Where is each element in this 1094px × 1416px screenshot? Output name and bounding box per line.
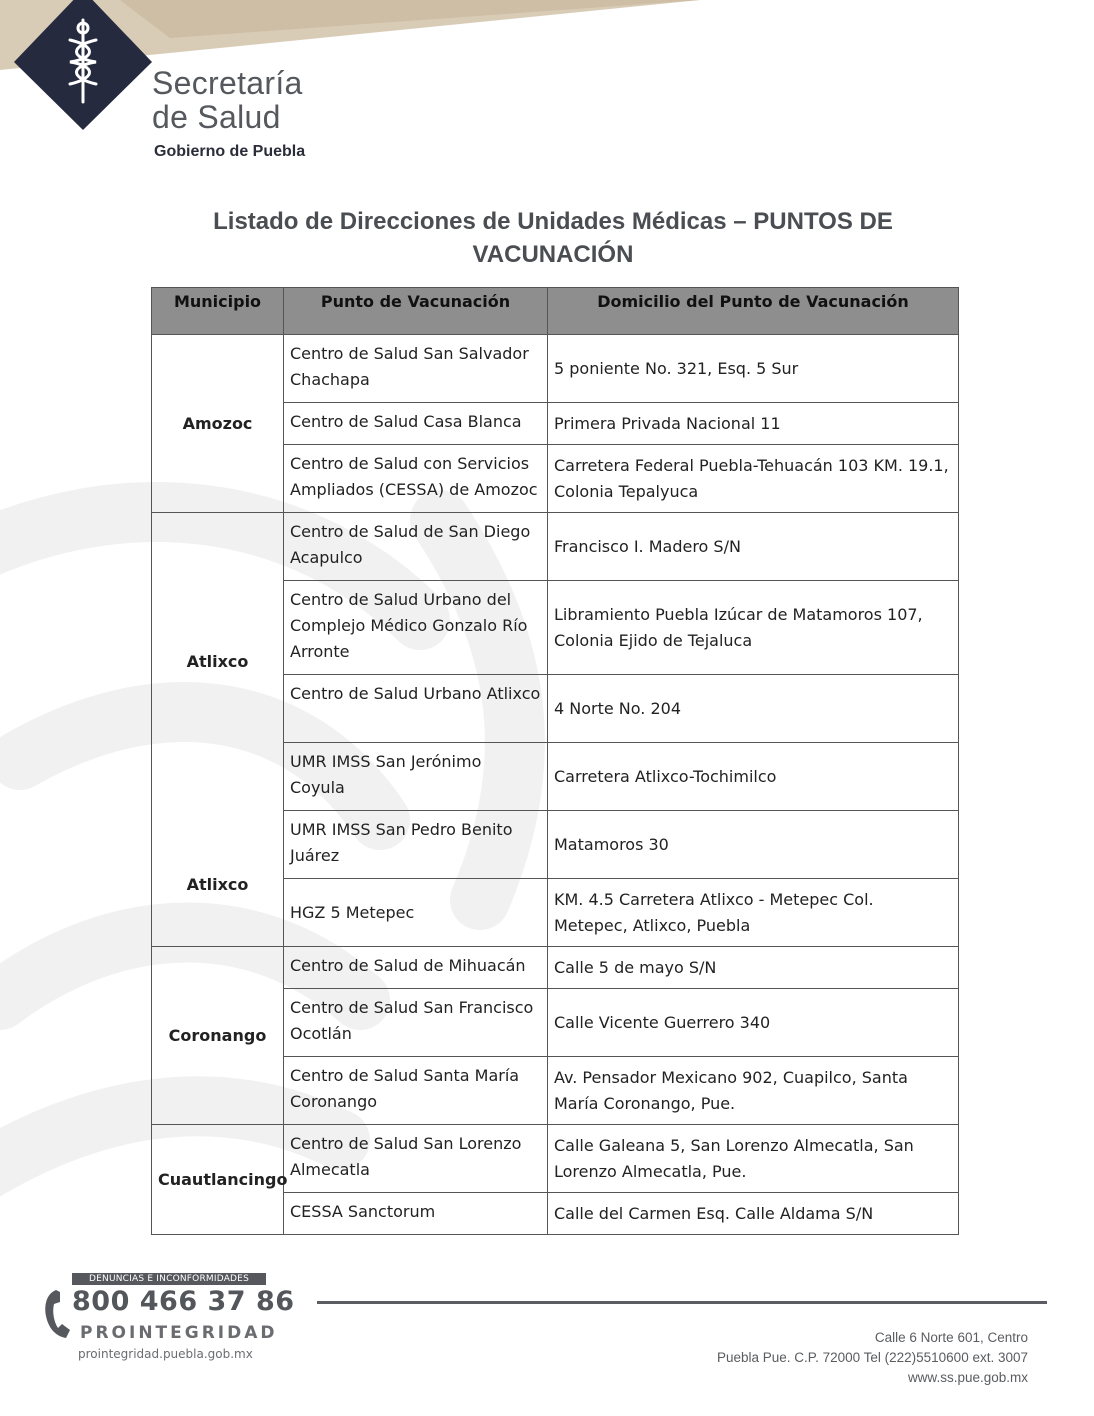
logo-subtitle: Gobierno de Puebla [154, 143, 306, 160]
domicilio-cell: Francisco I. Madero S/N [548, 513, 959, 581]
punto-cell: Centro de Salud Urbano Atlixco [284, 675, 548, 743]
domicilio-cell: Carretera Atlixco-Tochimilco [548, 743, 959, 811]
domicilio-cell: Calle del Carmen Esq. Calle Aldama S/N [548, 1193, 959, 1235]
domicilio-cell: Calle 5 de mayo S/N [548, 947, 959, 989]
website-link[interactable]: www.ss.pue.gob.mx [907, 1370, 1028, 1385]
punto-cell: UMR IMSS San Pedro Benito Juárez [284, 811, 548, 879]
punto-cell: CESSA Sanctorum [284, 1193, 548, 1235]
punto-cell: Centro de Salud Santa María Coronango [284, 1057, 548, 1125]
punto-cell: Centro de Salud de Mihuacán [284, 947, 548, 989]
page-title: Listado de Direcciones de Unidades Médicas – PUNTOS DE VACUNACIÓN [213, 208, 893, 268]
address-line-1: Calle 6 Norte 601, Centro [874, 1330, 1028, 1345]
logo-wordmark [152, 66, 303, 134]
domicilio-cell: KM. 4.5 Carretera Atlixco - Metepec Col. Metepec, Atlixco, Puebla [548, 879, 959, 947]
logo-line-salud: de Salud [152, 99, 281, 135]
table-row [152, 811, 959, 879]
punto-cell: Centro de Salud Casa Blanca [284, 403, 548, 445]
table-row [152, 513, 959, 581]
punto-cell: HGZ 5 Metepec [284, 879, 548, 947]
column-header-municipio: Municipio [152, 288, 284, 335]
footer-divider [317, 1301, 1047, 1304]
municipio-cell: Cuautlancingo [152, 1125, 284, 1235]
punto-cell: Centro de Salud San Salvador Chachapa [284, 335, 548, 403]
phone-icon [42, 1288, 72, 1340]
punto-cell: Centro de Salud Urbano del Complejo Médico Gonzalo Río Arronte [284, 581, 548, 675]
office-address [717, 1328, 1028, 1388]
table-row [152, 947, 959, 989]
address-line-2: Puebla Pue. C.P. 72000 Tel (222)5510600 ext. 3007 [717, 1350, 1028, 1365]
domicilio-cell: Calle Galeana 5, San Lorenzo Almecatla, San Lorenzo Almecatla, Pue. [548, 1125, 959, 1193]
complaints-badge: DENUNCIAS E INCONFORMIDADES [72, 1273, 266, 1285]
municipio-cell: Amozoc [152, 335, 284, 513]
punto-cell: UMR IMSS San Jerónimo Coyula [284, 743, 548, 811]
prointegridad-url[interactable]: prointegridad.puebla.gob.mx [78, 1347, 253, 1361]
vaccination-points-table [151, 287, 959, 1235]
domicilio-cell: Matamoros 30 [548, 811, 959, 879]
table-header-row [152, 288, 959, 335]
prointegridad-label: PROINTEGRIDAD [80, 1323, 278, 1343]
secretaria-salud-logo-icon [12, 0, 154, 132]
punto-cell: Centro de Salud con Servicios Ampliados (CESSA) de Amozoc [284, 445, 548, 513]
logo-line-secretaria: Secretaría [152, 65, 303, 101]
domicilio-cell: Calle Vicente Guerrero 340 [548, 989, 959, 1057]
municipio-cell-repeat: Atlixco [152, 811, 284, 947]
domicilio-cell: Libramiento Puebla Izúcar de Matamoros 107, Colonia Ejido de Tejaluca [548, 581, 959, 675]
domicilio-cell: 5 poniente No. 321, Esq. 5 Sur [548, 335, 959, 403]
column-header-domicilio: Domicilio del Punto de Vacunación [548, 288, 959, 335]
punto-cell: Centro de Salud de San Diego Acapulco [284, 513, 548, 581]
domicilio-cell: 4 Norte No. 204 [548, 675, 959, 743]
table-row [152, 1125, 959, 1193]
municipio-cell: Coronango [152, 947, 284, 1125]
domicilio-cell: Primera Privada Nacional 11 [548, 403, 959, 445]
complaints-phone: 800 466 37 86 [72, 1286, 295, 1317]
municipio-cell: Atlixco [152, 513, 284, 811]
table-row [152, 335, 959, 403]
domicilio-cell: Av. Pensador Mexicano 902, Cuapilco, Santa María Coronango, Pue. [548, 1057, 959, 1125]
domicilio-cell: Carretera Federal Puebla-Tehuacán 103 KM. 19.1, Colonia Tepalyuca [548, 445, 959, 513]
punto-cell: Centro de Salud San Lorenzo Almecatla [284, 1125, 548, 1193]
punto-cell: Centro de Salud San Francisco Ocotlán [284, 989, 548, 1057]
column-header-punto: Punto de Vacunación [284, 288, 548, 335]
